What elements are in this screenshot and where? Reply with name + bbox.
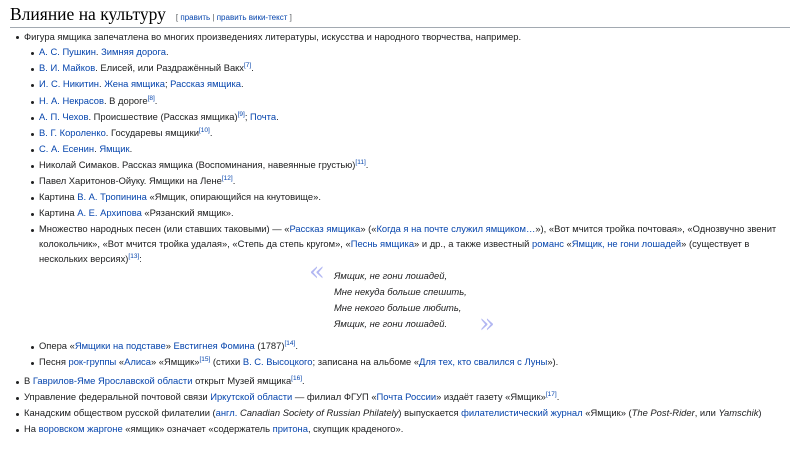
ref-link[interactable]: [15]: [199, 355, 211, 363]
list-item: Управление федеральной почтовой связи Иркутской области — филиал ФГУП «Почта России» издаёт газету «Ямщик»[17].: [24, 390, 560, 402]
bullet: [31, 181, 34, 184]
bullet: [31, 133, 34, 136]
list-item: Павел Харитонов-Ойуку. Ямщики на Лене[12].: [39, 174, 236, 186]
author-link[interactable]: В. И. Майков: [39, 62, 96, 73]
work-link[interactable]: Ямщик: [99, 143, 130, 154]
ref-link[interactable]: [16]: [291, 374, 303, 382]
quote-open-icon: «: [309, 257, 325, 287]
ref-link[interactable]: [7]: [243, 61, 252, 69]
ref-link[interactable]: [9]: [237, 110, 245, 118]
list-item: Канадским обществом русской филателии (англ. Canadian Society of Russian Philately) выпускается филателистический журнал «Ямщик» (The Post-Rider, или Yamschik): [24, 407, 762, 418]
bullet: [31, 68, 34, 71]
bullet: [31, 346, 34, 349]
quote-line: Ямщик, не гони лошадей.: [334, 318, 448, 329]
songs-line-1: Множество народных песен (или ставших таковыми) — «Рассказ ямщика» («Когда я на почте служил ямщиком…»), «Вот мчится тройка почтовая», «Однозвучно звенит: [39, 223, 777, 234]
work-link[interactable]: Рассказ ямщика: [289, 223, 361, 234]
region-link[interactable]: Ярославской области: [98, 375, 193, 386]
author-link[interactable]: Н. А. Некрасов: [39, 95, 104, 106]
author-link[interactable]: А. Е. Архипова: [77, 207, 142, 218]
bullet: [31, 197, 34, 200]
journal-link[interactable]: филателистический журнал: [461, 407, 583, 418]
work-link[interactable]: Жена ямщика: [104, 78, 165, 89]
author-link[interactable]: С. А. Есенин: [39, 143, 95, 154]
bullet: [31, 229, 34, 232]
section-heading: [10, 4, 292, 25]
bullet: [16, 413, 19, 416]
list-item: А. П. Чехов. Происшествие (Рассказ ямщика)[9]; Почта.: [39, 110, 279, 122]
work-link[interactable]: Зимняя дорога: [101, 46, 166, 57]
quote-close-icon: »: [479, 309, 495, 339]
town-link[interactable]: Гаврилов-Яме: [32, 375, 96, 386]
quote-line: Мне некого больше любить,: [334, 302, 462, 313]
list-item: В. И. Майков. Елисей, или Раздражённый Вакх[7].: [39, 61, 254, 73]
ref-link[interactable]: [8]: [147, 94, 155, 102]
band-link[interactable]: Алиса: [124, 356, 151, 367]
bullet: [31, 149, 34, 152]
quote-line: Мне некуда больше спешить,: [334, 286, 467, 297]
bullet: [31, 362, 34, 365]
list-item: И. С. Никитин. Жена ямщика; Рассказ ямщика.: [39, 78, 244, 89]
list-item: В. Г. Короленко. Государевы ямщики[10].: [39, 126, 213, 138]
bullet: [16, 381, 19, 384]
bullet: [16, 36, 19, 39]
list-item: С. А. Есенин. Ямщик.: [39, 143, 133, 154]
author-link[interactable]: В. Г. Короленко: [39, 127, 106, 138]
author-link[interactable]: А. С. Пушкин: [39, 46, 96, 57]
list-item: Опера «Ямщики на подставе» Евстигнея Фомина (1787)[14].: [39, 339, 298, 351]
author-link[interactable]: В. С. Высоцкого: [242, 356, 313, 367]
album-link[interactable]: Для тех, кто свалился с Луны: [419, 356, 548, 367]
ref-link[interactable]: [10]: [198, 126, 210, 134]
bullet: [31, 84, 34, 87]
slang-link[interactable]: воровском жаргоне: [38, 423, 123, 434]
list-item: Песня рок-группы «Алиса» «Ямщик»[15] (стихи В. С. Высоцкого; записана на альбоме «Для тех, кто свалился с Луны»).: [39, 355, 559, 367]
section-title: Влияние на культуру: [10, 4, 166, 24]
list-item: Н. А. Некрасов. В дороге[8].: [39, 94, 158, 106]
post-link[interactable]: Почта России: [376, 391, 437, 402]
songs-line-2: колокольчик», «Вот мчится тройка удалая», «Степь да степь кругом», «Песнь ямщика» и др., а также известный романс «Ямщик, не гони лошадей» (существует в: [39, 238, 750, 249]
quote-line: Ямщик, не гони лошадей,: [334, 270, 448, 281]
edit-wikitext-link[interactable]: править вики-текст: [216, 13, 288, 22]
list-item: Картина В. А. Тропинина «Ямщик, опирающийся на кнутовище».: [39, 191, 321, 202]
edit-link[interactable]: править: [180, 13, 211, 22]
work-link[interactable]: Песнь ямщика: [350, 238, 415, 249]
ref-link[interactable]: [17]: [545, 390, 557, 398]
bullet: [31, 117, 34, 120]
rock-group-link[interactable]: рок-группы: [68, 356, 117, 367]
work-link[interactable]: Рассказ ямщика: [170, 78, 242, 89]
list-item: На воровском жаргоне «ямщик» означает «содержатель притона, скупщик краденого».: [24, 423, 404, 434]
ref-link[interactable]: [12]: [221, 174, 233, 182]
ref-link[interactable]: [11]: [355, 158, 366, 166]
bullet: [31, 213, 34, 216]
edit-links: [ править | править вики-текст ]: [175, 13, 292, 22]
list-item: В Гаврилов-Яме Ярославской области открыт Музей ямщика[16].: [24, 374, 305, 386]
region-link[interactable]: Иркутской области: [210, 391, 293, 402]
author-link[interactable]: Евстигнея Фомина: [173, 340, 255, 351]
work-link[interactable]: Почта: [250, 111, 277, 122]
den-link[interactable]: притона: [272, 423, 308, 434]
ref-link[interactable]: [13]: [128, 252, 140, 260]
bullet: [16, 397, 19, 400]
bullet: [31, 52, 34, 55]
list-item: А. С. Пушкин. Зимняя дорога.: [39, 46, 169, 57]
bullet: [31, 101, 34, 104]
ref-link[interactable]: [14]: [284, 339, 296, 347]
work-link[interactable]: Ямщики на подставе: [74, 340, 166, 351]
list-item: Картина А. Е. Архипова «Рязанский ямщик».: [39, 207, 234, 218]
songs-line-3: нескольких версиях)[13]:: [39, 252, 142, 264]
author-link[interactable]: А. П. Чехов: [39, 111, 89, 122]
romance-link[interactable]: романс: [531, 238, 564, 249]
author-link[interactable]: В. А. Тропинина: [77, 191, 147, 202]
author-link[interactable]: И. С. Никитин: [39, 78, 99, 89]
heading-rule: [10, 27, 790, 28]
work-link[interactable]: Ямщик, не гони лошадей: [571, 238, 682, 249]
bullet: [31, 165, 34, 168]
list-item: Николай Симаков. Рассказ ямщика (Воспоминания, навеянные грустью)[11].: [39, 158, 369, 170]
bullet: [16, 429, 19, 432]
work-link[interactable]: Когда я на почте служил ямщиком…: [376, 223, 536, 234]
lang-link[interactable]: англ.: [215, 407, 238, 418]
intro-text: Фигура ямщика запечатлена во многих произведениях литературы, искусства и народного творчества, например.: [24, 31, 522, 42]
